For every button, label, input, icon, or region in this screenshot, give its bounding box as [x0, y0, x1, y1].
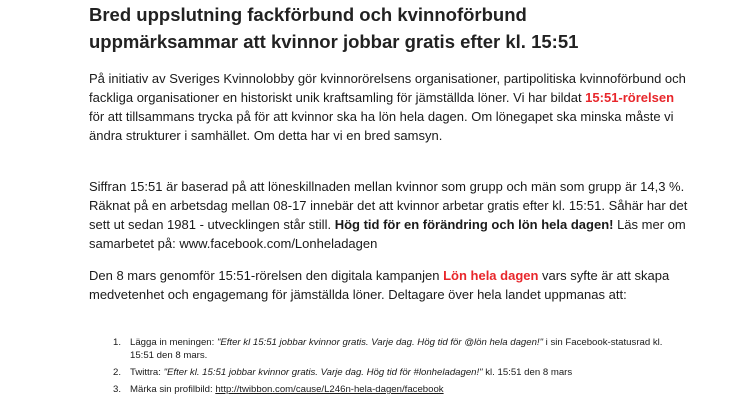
- campaign-text: Den 8 mars genomför 15:51-rörelsen den digitala kampanjen: [89, 268, 444, 283]
- list-item: [89, 366, 689, 379]
- list-text-end: kl. 15:51 den 8 mars: [482, 367, 573, 378]
- figures-text-end: Läs mer om samarbetet på: www.facebook.com/Lonheladagen: [89, 217, 686, 251]
- campaign-name: Lön hela dagen: [443, 268, 539, 283]
- list-quote: "Efter kl. 15:51 jobbar kvinnor gratis. Varje dag. Hög tid för #lonheladagen!": [163, 367, 483, 378]
- movement-name: 15:51-rörelsen: [585, 90, 675, 105]
- paragraph-figures: [89, 177, 689, 253]
- list-text: Lägga in meningen:: [130, 337, 217, 348]
- list-number: 3.: [113, 384, 122, 395]
- twibbon-link[interactable]: http://twibbon.com/cause/L246n-hela-dagen/facebook: [215, 384, 444, 395]
- figures-text: Siffran 15:51 är baserad på att löneskillnaden mellan kvinnor som grupp och män som grupp är 14,3 %. Räknat på en arbetsdag mellan 08-17 innebär det att kvinnor arbetar gratis efter kl. 15:51. Såhär har det sett ut sedan 1981 - utvecklingen står still.: [89, 179, 688, 232]
- list-text: Twittra:: [130, 367, 164, 378]
- intro-text: På initiativ av Sveriges Kvinnolobby gör kvinnorörelsens organisationer, partipolitiska kvinnoförbund och fackliga organisationer en historiskt unik kraftsamling för jämställda löner. Vi har bildat: [89, 71, 686, 105]
- campaign-text-end: vars syfte är att skapa medvetenhet och engagemang för jämställda löner. Deltagare över hela landet uppmanas att:: [89, 268, 670, 302]
- list-text-end: i sin Facebook-statusrad kl. 15:51 den 8 mars.: [130, 337, 663, 361]
- list-quote: "Efter kl 15:51 jobbar kvinnor gratis. Varje dag. Hög tid för @lön hela dagen!": [216, 337, 543, 348]
- figures-slogan: Hög tid för en förändring och lön hela dagen!: [334, 217, 614, 232]
- paragraph-campaign: [89, 266, 689, 304]
- list-item: [89, 336, 689, 362]
- list-text: Märka sin profilbild:: [130, 384, 216, 395]
- instruction-list: [89, 336, 689, 400]
- list-number: 1.: [113, 337, 122, 348]
- headline: Bred uppslutning fackförbund och kvinnoförbund uppmärksammar att kvinnor jobbar gratis efter kl. 15:51: [89, 4, 579, 52]
- paragraph-intro: [89, 69, 689, 145]
- list-number: 2.: [113, 367, 122, 378]
- intro-text-end: för att tillsammans trycka på för att kvinnor ska ha lön hela dagen. Om lönegapet ska minska måste vi ändra strukturer i samhället. Om detta har vi en bred samsyn.: [89, 109, 674, 143]
- list-item: [89, 383, 689, 396]
